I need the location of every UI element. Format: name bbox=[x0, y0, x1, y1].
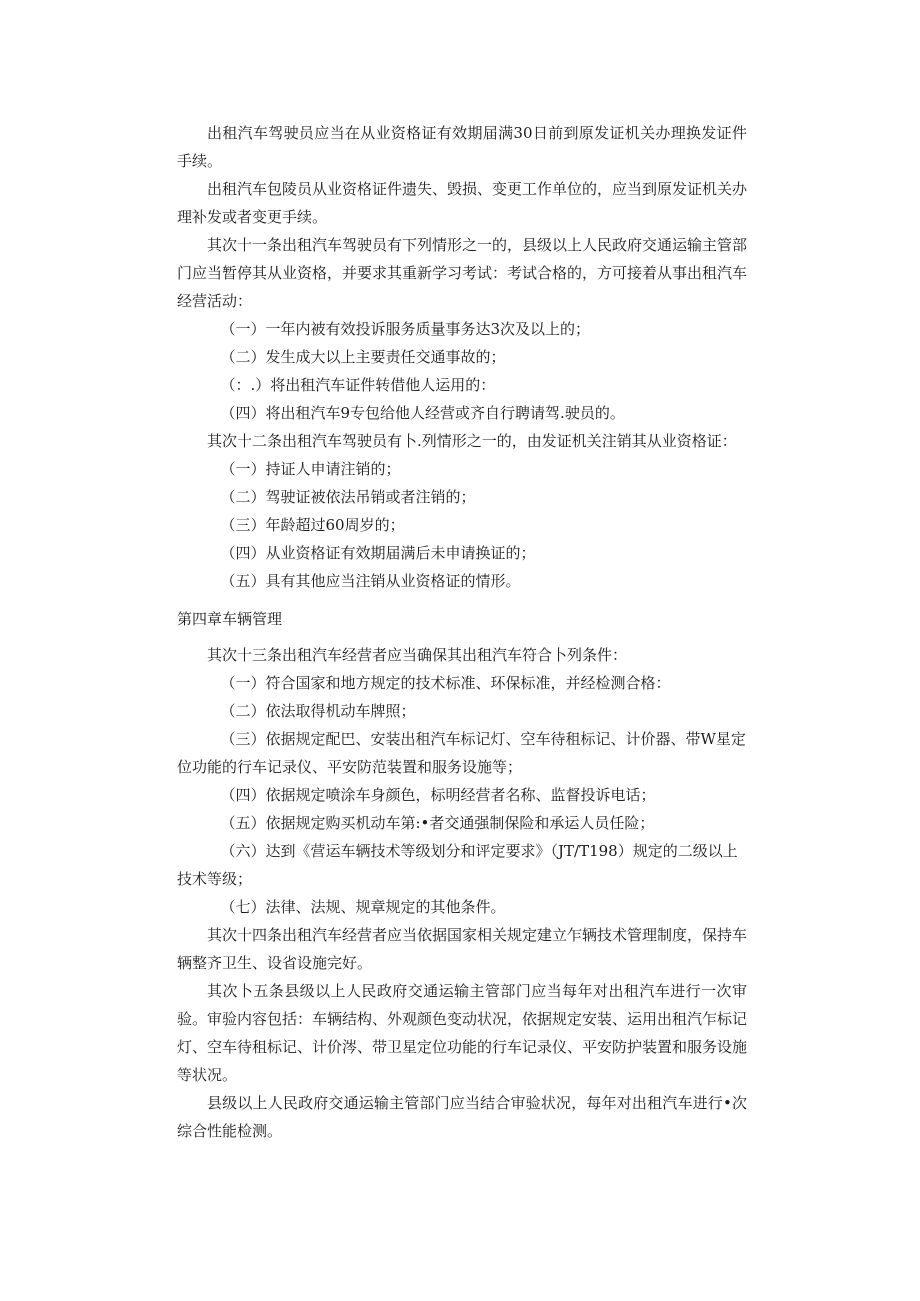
article-22: 其次十二条出租汽车驾驶员有卜.列情形之一的，由发证机关注销其从业资格证： bbox=[207, 432, 737, 450]
article-24: 其次十四条出租汽车经营者应当依据国家相关规定建立乍辆技术管理制度，保持车辆整齐卫生、设省设施完好。 bbox=[177, 926, 748, 972]
list-item: （五）具有其他应当注销从业资格证的情形。 bbox=[220, 572, 521, 590]
list-item: （六）达到《营运车辆技术等级划分和评定要求》（JT/T198）规定的二级以上技术等级； bbox=[177, 842, 738, 888]
article-23: 其次十三条出租汽车经营者应当确保其出租汽车符合卜列条件： bbox=[207, 646, 628, 664]
list-item: （四）依据规定喷涂车身颜色，标明经营者名称、监督投诉电话； bbox=[220, 786, 656, 804]
list-item: （：.）将出租汽车证件转借他人运用的： bbox=[220, 376, 496, 394]
article-21: 其次十一条出租汽车驾驶员有下列情形之一的，县级以上人民政府交通运输主管部门应当暂停其从业资格，并要求其重新学习考试：考试合格的，方可接着从事出租汽车经营活动： bbox=[177, 236, 748, 310]
paragraph: 出租汽车驾驶员应当在从业资格证有效期届满30日前到原发证机关办理换发证件手续。 bbox=[177, 124, 747, 170]
paragraph: 县级以上人民政府交通运输主管部门应当结合审验状况，每年对出租汽车进行•次综合性能检测。 bbox=[177, 1094, 747, 1140]
list-item: （三）依据规定配巴、安装出租汽车标记灯、空车待租标记、计价器、带W星定位功能的行车记录仪、平安防范装置和服务设施等； bbox=[177, 730, 746, 776]
list-item: （一）持证人申请注销的； bbox=[220, 460, 401, 478]
list-item: （五）依据规定购买机动车第:•者交通强制保险和承运人员任险； bbox=[220, 814, 655, 832]
document-page bbox=[177, 119, 747, 1145]
paragraph: 出租汽车包陵员从业资格证件遗失、毁损、变更工作单位的，应当到原发证机关办理补发或者变更手续。 bbox=[177, 180, 748, 226]
list-item: （二）依法取得机动车牌照； bbox=[220, 702, 416, 720]
list-item: （四）从业资格证有效期届满后未申请换证的； bbox=[220, 544, 536, 562]
list-item: （四）将出租汽车9专包给他人经营或齐自行聘请驾.驶员的。 bbox=[220, 404, 625, 422]
list-item: （一）符合国家和地方规定的技术标准、环保标准，并经检测合格： bbox=[220, 674, 671, 692]
list-item: （七）法律、法规、规章规定的其他条件。 bbox=[220, 898, 506, 916]
article-25: 其次卜五条县级以上人民政府交通运输主管部门应当每年对出租汽车进行一次审验。审验内容包括：车辆结构、外观颜色变动状况，依据规定安装、运用出租汽乍标记灯、空车待租标记、计价涔、带卫星定位功能的行车记录仪、平安防护装置和服务设施等状况。 bbox=[177, 982, 748, 1084]
list-item: （二）驾驶证被依法吊销或者注销的； bbox=[220, 488, 476, 506]
list-item: （二）发生成大以上主要责任交通事故的； bbox=[220, 348, 506, 366]
list-item: （一）一年内被有效投诉服务质量事务达3次及以上的； bbox=[220, 320, 591, 338]
list-item: （三）年龄超过60周岁的； bbox=[220, 516, 405, 534]
chapter-heading: 第四章车辆管理 bbox=[177, 610, 283, 628]
